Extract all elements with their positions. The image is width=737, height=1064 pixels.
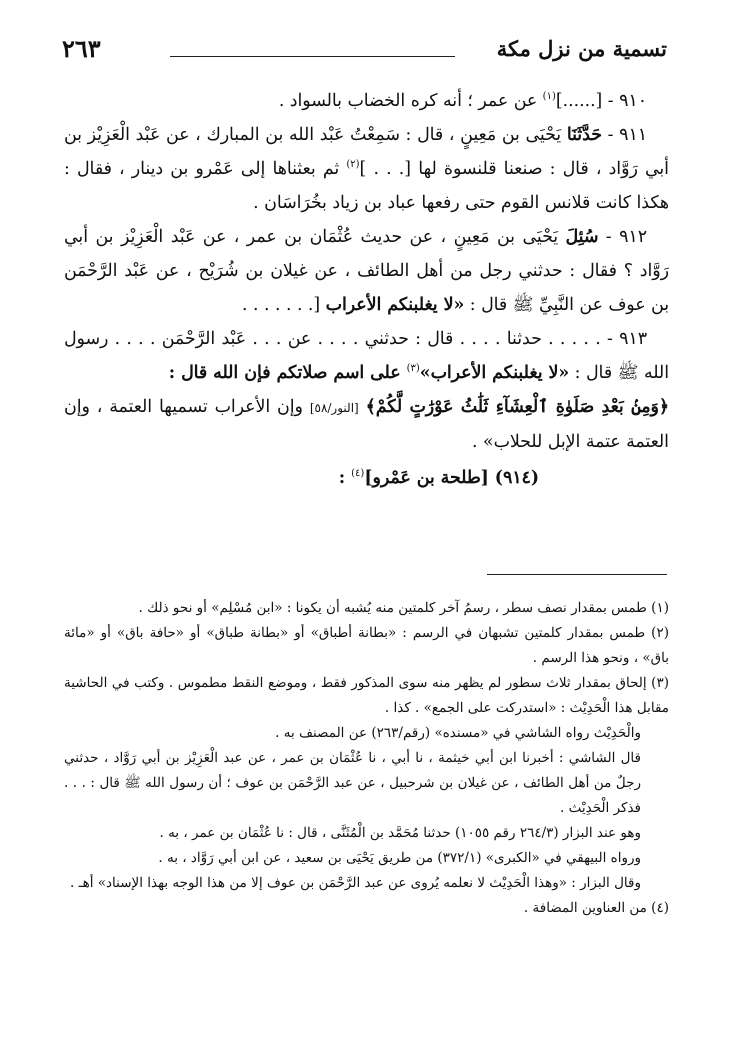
entry-912-end: [. . . . . . . [242,295,326,315]
footnote-separator [487,574,667,575]
entry-913-text-b: على اسم صلاتكم فإن الله قال : [168,363,407,383]
entry-912-number: ٩١٢ - [598,227,647,247]
verse-reference: [النور/٥٨] [309,401,359,415]
entry-913-text-c: وإن الأعراب تسميها العتمة ، وإن العتمة عتمة الإبل للحلاب» . [64,397,669,452]
footnote-3-continued-3: وهو عند البزار (٢٦٤/٣ رقم ١٠٥٥) حدثنا مُحَمَّد بن الْمُثَنَّى ، قال : نا عُثْمَان بن عمر ، به . [159,825,641,841]
entry-910-number: ٩١٠ - [......] [555,91,647,111]
entry-912-quote: «لا يغلبنكم الأعراب [325,295,465,315]
page-number: ٢٦٣ [62,34,101,63]
entry-914-colon: : [338,468,352,488]
footnote-ref-3: (٣) [406,363,420,375]
quran-verse: ﴿وَمِنۢ بَعْدِ صَلَوٰةِ ٱلْعِشَآءِ ثَلَٰثُ عَوْرَٰتٍ لَّكُمْ﴾ [365,397,670,417]
entry-913 [64,322,669,459]
running-title: تسمية من نزل مكة [496,36,667,61]
entry-913-quote: «لا يغلبنكم الأعراب» [419,363,570,383]
entry-910 [64,84,669,118]
footnote-4: (٤) من العناوين المضافة . [523,900,669,916]
entry-913-text-a: ٩١٣ - . . . . . حدثنا . . . . قال : حدثني . . . . عن . . . عَبْد الرَّحْمَن . . . . رسول الله ﷺ قال : [64,329,669,383]
main-text [64,84,669,495]
footnote-ref-2: (٢) [346,159,360,171]
footnote-3: (٣) إلحاق بمقدار ثلاث سطور لم يظهر منه سوى المذكور فقط ، وموضع النقط مطموس . وكتب في الحاشية مقابل هذا الْحَدِيْث : «استدركت على الجمع» . كذا . [64,675,669,716]
footnote-1: (١) طمس بمقدار نصف سطر ، رسمُ آخر كلمتين منه يُشبه أن يكونا : «ابن مُسْلِم» أو نحو ذلك . [138,600,669,616]
footnote-3-continued-2: قال الشاشي : أخبرنا ابن أبي خيثمة ، نا أبي ، نا عُثْمَان بن عمر ، عن عبد الْعَزِيْز بن أبي رَوَّاد ، حدثني رجلٌ من أهل الطائف ، عن غيلان بن شرحبيل ، عن عبد الرَّحْمَن بن عوف ؛ أن رسول الله ﷺ قال : . . . فذكر الْحَدِيْث . [64,750,641,816]
entry-912-suila: سُئِلَ [565,227,599,247]
header-rule [170,56,455,57]
entry-911-text-a: يَحْيَى بن مَعِينٍ ، قال : سَمِعْتُ عَبْد الله بن المبارك ، عن عَبْد الْعَزِيْز بن أبي رَوَّاد ، قال : صنعنا قلنسوة لها [. . . ] [64,125,669,179]
entry-911-text-b: ثم بعثناها إلى عَمْرو بن دينار ، فقال : هكذا كانت قلانس القوم حتى رفعها عباد بن زياد بخُرَاسَان . [64,159,669,213]
entry-911-haddathana: حَدَّثَنَا [566,125,602,145]
page-header [62,34,667,68]
entry-914-title: (٩١٤) [طلحة بن عَمْرو] [364,468,539,488]
entry-910-text: عن عمر ؛ أنه كره الخضاب بالسواد . [278,91,543,111]
entry-911-number: ٩١١ - [601,125,648,145]
footnote-3-continued-4: ورواه البيهقي في «الكبرى» (٣٧٢/١) من طريق يَحْيَى بن سعيد ، عن ابن أبي رَوَّاد ، به . [158,850,641,866]
entry-912-text: يَحْيَى بن مَعِينٍ ، عن حديث عُثْمَان بن عمر ، عن عَبْد الْعَزِيْز بن أبي رَوَّاد ؟ فقال : حدثني رجل من أهل الطائف ، عن غيلان بن شُرَيْح ، عن عَبْد الرَّحْمَن بن عوف عن النَّبِيِّ ﷺ قال : [64,227,669,315]
entry-912 [64,220,669,322]
entry-911 [64,118,669,220]
footnotes [64,596,669,921]
footnote-2: (٢) طمس بمقدار كلمتين تشبهان في الرسم : «بطانة أطباق» أو «بطانة طباق» أو «حافة باق» أو «مائة باق» ، ونحو هذا الرسم . [64,625,669,666]
footnote-ref-1: (١) [542,91,556,103]
footnote-3-continued-5: وقال البزار : «وهذا الْحَدِيْث لا نعلمه يُروى عن عبد الرَّحْمَن بن عوف إلا من هذا الوجه بهذا الإسناد» أهـ . [70,875,641,891]
entry-914-heading [64,461,669,495]
footnote-ref-4: (٤) [351,468,365,480]
footnote-3-continued-1: والْحَدِيْث رواه الشاشي في «مسنده» (رقم/٢٦٣) عن المصنف به . [275,725,641,741]
